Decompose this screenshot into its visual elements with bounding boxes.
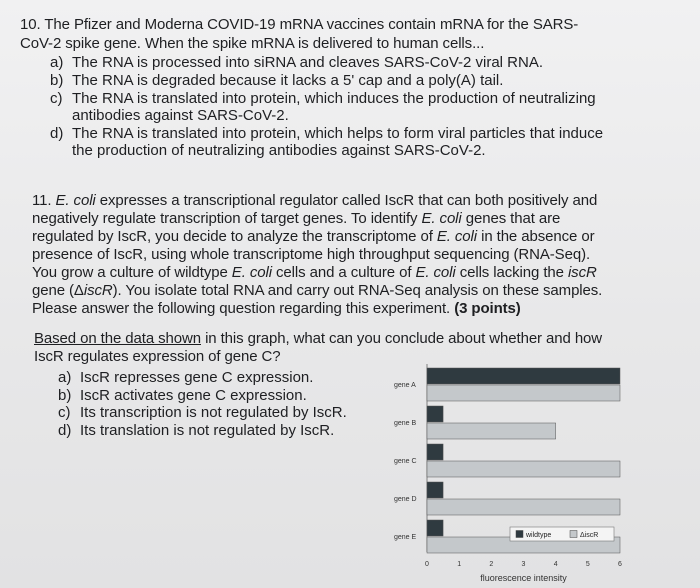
q11-line-5-species-1: E. coli <box>231 264 272 281</box>
q11-line-2-species: E. coli <box>421 210 462 227</box>
subq-option-a-text: IscR represses gene C expression. <box>80 369 314 386</box>
chart-x-tick-label: 4 <box>553 561 558 568</box>
chart-bar-delta-iscr <box>427 499 620 515</box>
q10-option-d-text-2: the production of neutralizing antibodies against SARS-CoV-2. <box>72 142 486 159</box>
q11-species: E. coli <box>55 192 96 209</box>
q10-option-d-label: d) <box>50 125 64 142</box>
q11-line-3-rest: in the absence or <box>477 228 595 245</box>
q10-option-c-label: c) <box>50 90 63 107</box>
subq-option-d <box>58 422 334 439</box>
q11-line-1-rest: expresses a transcriptional regulator called IscR that can both positively and <box>95 192 598 209</box>
q11-line-6-a: gene (Δ <box>32 282 84 299</box>
q11-line-4: presence of IscR, using whole transcriptome high throughput sequencing (RNA-Seq). <box>32 246 591 263</box>
chart-bar-delta-iscr <box>427 461 620 477</box>
q11-line-5-c: cells and a culture of <box>271 264 416 281</box>
subq-option-c-label: c) <box>58 404 71 421</box>
subq-line-1-rest: in this graph, what can you conclude about whether and how <box>201 330 603 347</box>
q11-points: (3 points) <box>454 300 521 317</box>
q10-option-a-text: The RNA is processed into siRNA and cleaves SARS-CoV-2 viral RNA. <box>72 54 544 71</box>
chart-bar-wildtype <box>427 520 443 536</box>
q10-option-d <box>50 125 603 142</box>
chart-category-label: gene B <box>394 420 417 427</box>
chart-x-tick-label: 5 <box>585 561 590 568</box>
subq-option-b-label: b) <box>58 387 72 404</box>
chart-x-tick-label: 1 <box>457 561 462 568</box>
q10-option-b-text: The RNA is degraded because it lacks a 5' cap and a poly(A) tail. <box>72 72 504 89</box>
q10-option-b-label: b) <box>50 72 64 89</box>
q11-line-2 <box>32 210 560 227</box>
subq-option-d-label: d) <box>58 422 72 439</box>
q10-option-c <box>50 90 596 107</box>
q10-stem-line-1: 10. The Pfizer and Moderna COVID-19 mRNA vaccines contain mRNA for the SARS- <box>20 16 579 33</box>
chart-x-tick-label: 6 <box>618 561 622 568</box>
q11-line-5-e: cells lacking the <box>455 264 568 281</box>
q10-option-d-text-1: The RNA is translated into protein, which helps to form viral particles that induce <box>72 125 604 142</box>
subq-line-1 <box>34 330 602 347</box>
chart-x-tick-label: 0 <box>425 561 429 568</box>
chart-category-label: gene D <box>394 496 417 503</box>
chart-bar-delta-iscr <box>427 423 556 439</box>
q11-line-1 <box>32 192 597 209</box>
q11-line-7 <box>32 300 521 317</box>
q11-number: 11. <box>32 192 56 209</box>
q11-line-5-species-2: E. coli <box>415 264 456 281</box>
q10-stem-line-2: CoV-2 spike gene. When the spike mRNA is delivered to human cells... <box>20 35 485 52</box>
chart-category-label: gene E <box>394 534 417 541</box>
q11-line-7-text: Please answer the following question regarding this experiment. <box>32 300 455 317</box>
chart-bar-wildtype <box>427 406 443 422</box>
q11-line-2-rest: genes that are <box>461 210 561 227</box>
q10-option-a <box>50 54 543 71</box>
subq-option-b <box>58 387 307 404</box>
q10-option-b <box>50 72 503 89</box>
q11-line-6-c: ). You isolate total RNA and carry out RNA-Seq analysis on these samples. <box>112 282 603 299</box>
chart-legend-swatch <box>570 531 577 538</box>
q10-option-a-label: a) <box>50 54 64 71</box>
chart-category-label: gene A <box>394 382 416 389</box>
subq-line-2: IscR regulates expression of gene C? <box>34 348 281 365</box>
chart-legend-swatch <box>516 531 523 538</box>
subq-option-c-text: Its transcription is not regulated by IscR. <box>80 404 347 421</box>
chart-bar-delta-iscr <box>427 385 620 401</box>
subq-option-a-label: a) <box>58 369 72 386</box>
subq-option-c <box>58 404 347 421</box>
chart-x-axis-label: fluorescence intensity <box>480 573 567 583</box>
chart-x-tick-label: 3 <box>521 561 526 568</box>
q11-line-6 <box>32 282 602 299</box>
q11-line-5-gene: iscR <box>567 264 597 281</box>
q11-line-2-text: negatively regulate transcription of target genes. To identify <box>32 210 422 227</box>
q11-line-6-gene: iscR <box>83 282 113 299</box>
chart-category-label: gene C <box>394 458 417 465</box>
subq-option-d-text: Its translation is not regulated by IscR. <box>80 422 335 439</box>
subq-option-a <box>58 369 313 386</box>
chart-bar-wildtype <box>427 368 620 384</box>
fluorescence-bar-chart <box>390 360 630 585</box>
q11-line-3-species: E. coli <box>436 228 478 245</box>
chart-bar-wildtype <box>427 444 443 460</box>
q10-option-c-text-1: The RNA is translated into protein, which induces the production of neutralizing <box>72 90 596 107</box>
chart-x-tick-label: 2 <box>489 561 494 568</box>
subq-option-b-text: IscR activates gene C expression. <box>80 387 307 404</box>
q11-line-5 <box>32 264 597 281</box>
subq-underlined: Based on the data shown <box>34 330 201 347</box>
chart-bar-wildtype <box>427 482 443 498</box>
q11-line-3 <box>32 228 594 245</box>
chart-legend-label: ΔiscR <box>580 532 599 539</box>
q11-line-3-text: regulated by IscR, you decide to analyze the transcriptome of <box>32 228 437 245</box>
q10-option-c-text-2: antibodies against SARS-CoV-2. <box>72 107 289 124</box>
q11-line-5-a: You grow a culture of wildtype <box>32 264 232 281</box>
chart-legend-label: wildtype <box>526 532 552 539</box>
